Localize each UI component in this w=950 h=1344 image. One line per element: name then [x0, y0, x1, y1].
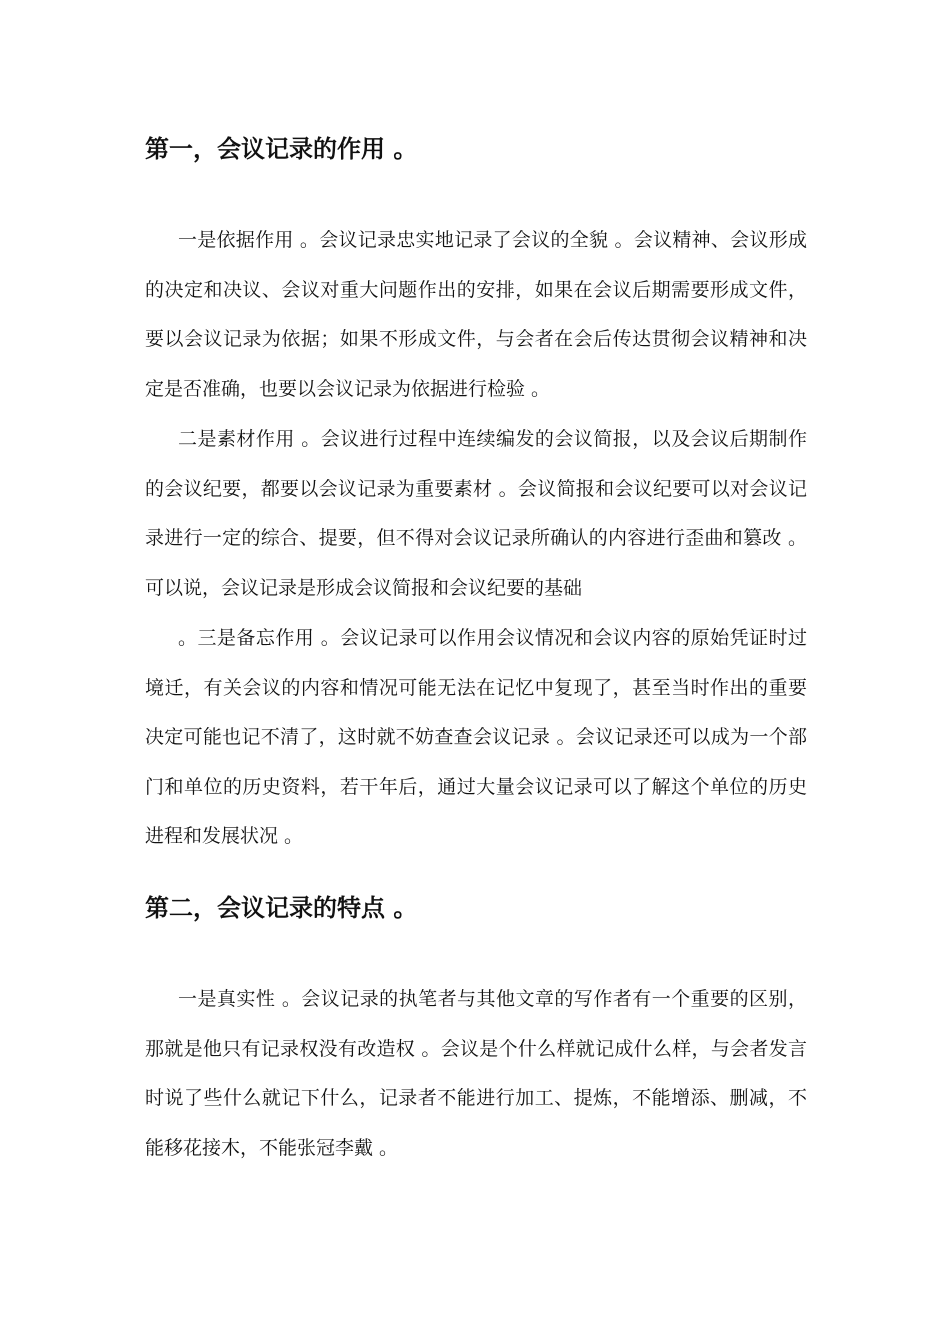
- section-1-paragraph-2: 二是素材作用 。会议进行过程中连续编发的会议简报，以及会议后期制作的会议纪要，都要以会议记录为重要素材 。会议简报和会议纪要可以对会议记录进行一定的综合、提要，但不得对会议记录所确认的内容进行歪曲和篡改 。可以说，会议记录是形成会议简报和会议纪要的基础: [145, 428, 807, 599]
- section-2-paragraph-1: 一是真实性 。会议记录的执笔者与其他文章的写作者有一个重要的区别，那就是他只有记录权没有改造权 。会议是个什么样就记成什么样，与会者发言时说了些什么就记下什么，记录者不能进行加工、提炼，不能增添、删减，不能移花接木，不能张冠李戴 。: [145, 988, 807, 1159]
- section-2-heading: 第二，会议记录的特点 。: [145, 894, 418, 922]
- section-1-heading: 第一，会议记录的作用 。: [145, 135, 418, 163]
- section-1-paragraph-3: 。三是备忘作用 。会议记录可以作用会议情况和会议内容的原始凭证时过境迁，有关会议的内容和情况可能无法在记忆中复现了，甚至当时作出的重要决定可能也记不清了，这时就不妨查查会议记录 。会议记录还可以成为一个部门和单位的历史资料，若干年后，通过大量会议记录可以了解这个单位的历史进程和发展状况 。: [145, 627, 807, 848]
- section-1-paragraph-1: 一是依据作用 。会议记录忠实地记录了会议的全貌 。会议精神、会议形成的决定和决议、会议对重大问题作出的安排，如果在会议后期需要形成文件，要以会议记录为依据；如果不形成文件，与会者在会后传达贯彻会议精神和决定是否准确，也要以会议记录为依据进行检验 。: [145, 229, 807, 400]
